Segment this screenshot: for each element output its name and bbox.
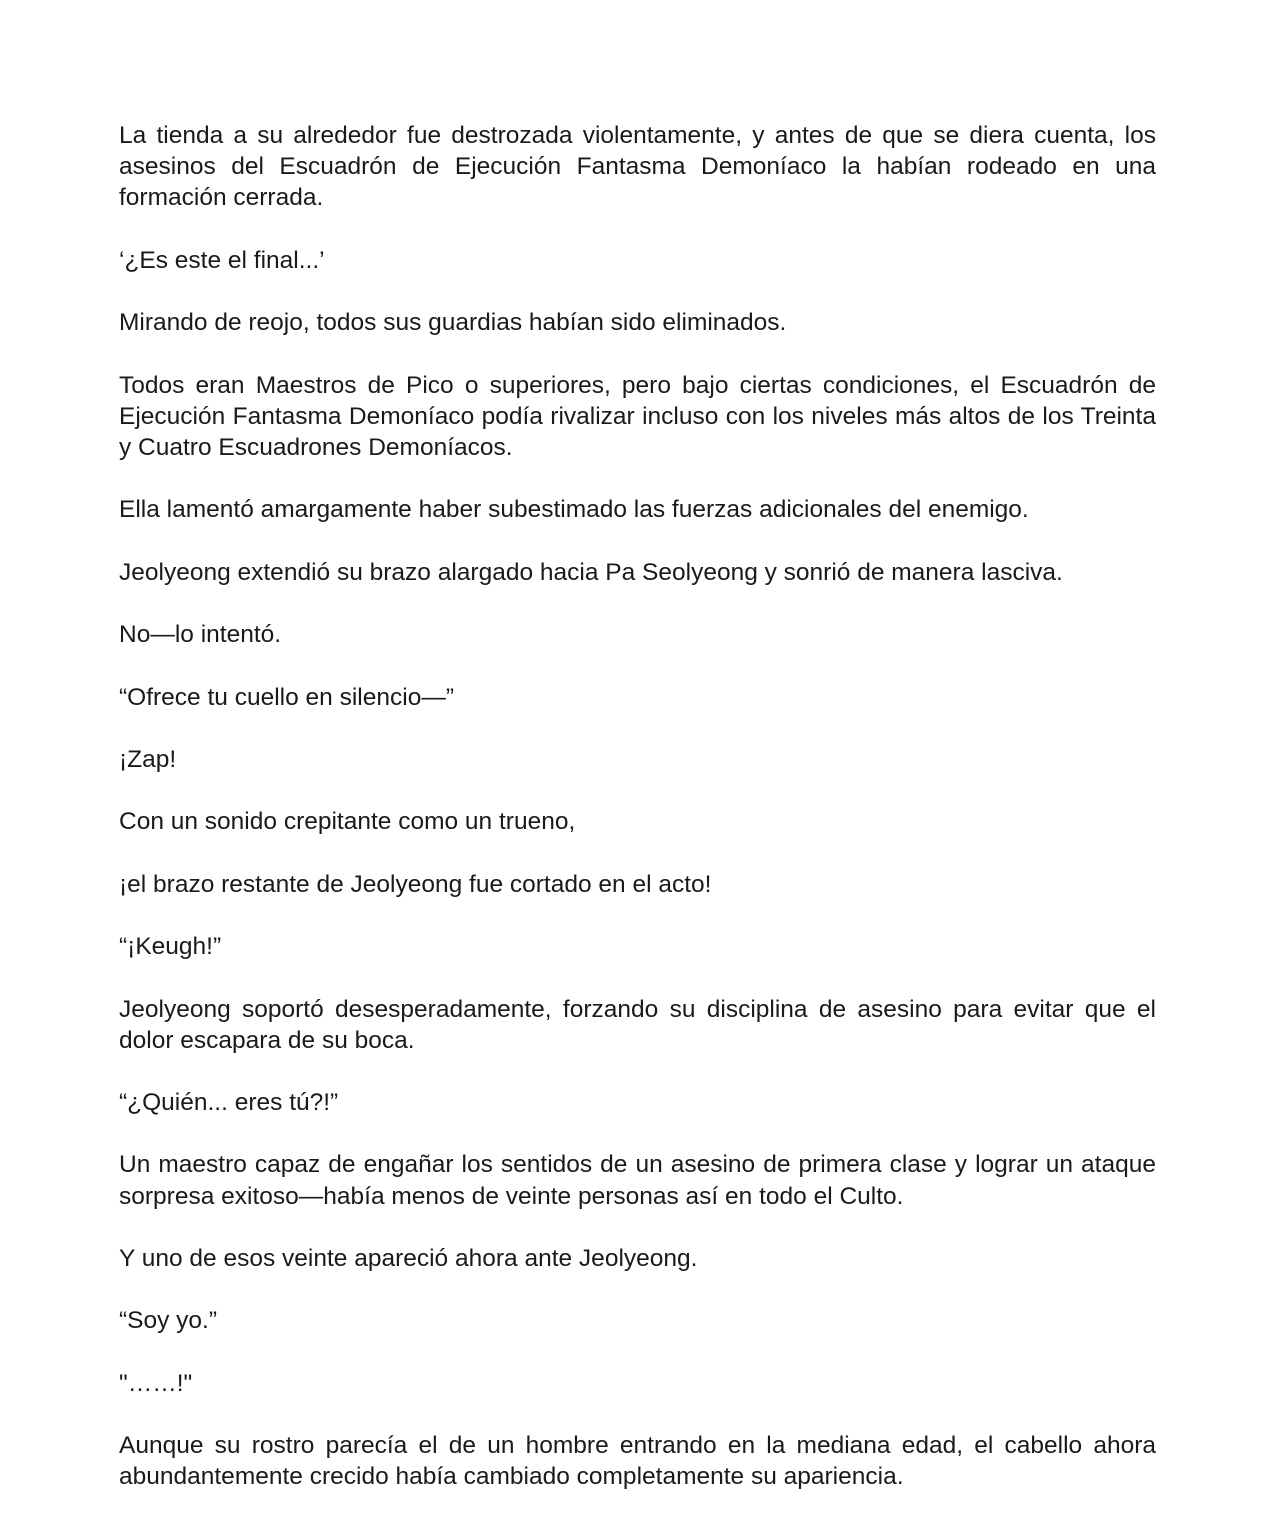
paragraph: Mirando de reojo, todos sus guardias habían sido eliminados. <box>119 309 787 337</box>
text-body <box>119 120 1156 1515</box>
paragraph: ‘¿Es este el final...’ <box>119 246 325 274</box>
paragraph: “Soy yo.” <box>119 1307 218 1335</box>
paragraph: No—lo intentó. <box>119 621 282 649</box>
paragraph: Todos eran Maestros de Pico o superiores, pero bajo ciertas condiciones, el Escuadrón de Ejecución Fantasma Demoníaco podía rivalizar incluso con los niveles más altos de los Treinta y Cuatro Escuadrones Demoníacos. <box>119 371 1156 461</box>
paragraph: Jeolyeong soportó desesperadamente, forzando su disciplina de asesino para evitar que el dolor escapara de su boca. <box>119 995 1156 1054</box>
paragraph: “¡Keugh!” <box>119 933 222 961</box>
paragraph: Jeolyeong extendió su brazo alargado hacia Pa Seolyeong y sonrió de manera lasciva. <box>119 558 1063 586</box>
paragraph: Y uno de esos veinte apareció ahora ante Jeolyeong. <box>119 1245 698 1273</box>
paragraph: “Ofrece tu cuello en silencio—” <box>119 683 454 711</box>
paragraph: ¡Zap! <box>119 745 177 773</box>
paragraph: Un maestro capaz de engañar los sentidos de un asesino de primera clase y lograr un ataque sorpresa exitoso—había menos de veinte personas así en todo el Culto. <box>119 1151 1156 1210</box>
paragraph: Ella lamentó amargamente haber subestimado las fuerzas adicionales del enemigo. <box>119 496 1029 524</box>
paragraph: Aunque su rostro parecía el de un hombre entrando en la mediana edad, el cabello ahora abundantemente crecido había cambiado completamente su apariencia. <box>119 1432 1156 1491</box>
paragraph: "……!" <box>119 1369 193 1397</box>
paragraph: Con un sonido crepitante como un trueno, <box>119 808 576 836</box>
paragraph: La tienda a su alrededor fue destrozada violentamente, y antes de que se diera cuenta, los asesinos del Escuadrón de Ejecución Fantasma Demoníaco la habían rodeado en una formación cerrada. <box>119 122 1156 212</box>
paragraph: “¿Quién... eres tú?!” <box>119 1089 339 1117</box>
paragraph: ¡el brazo restante de Jeolyeong fue cortado en el acto! <box>119 870 712 898</box>
